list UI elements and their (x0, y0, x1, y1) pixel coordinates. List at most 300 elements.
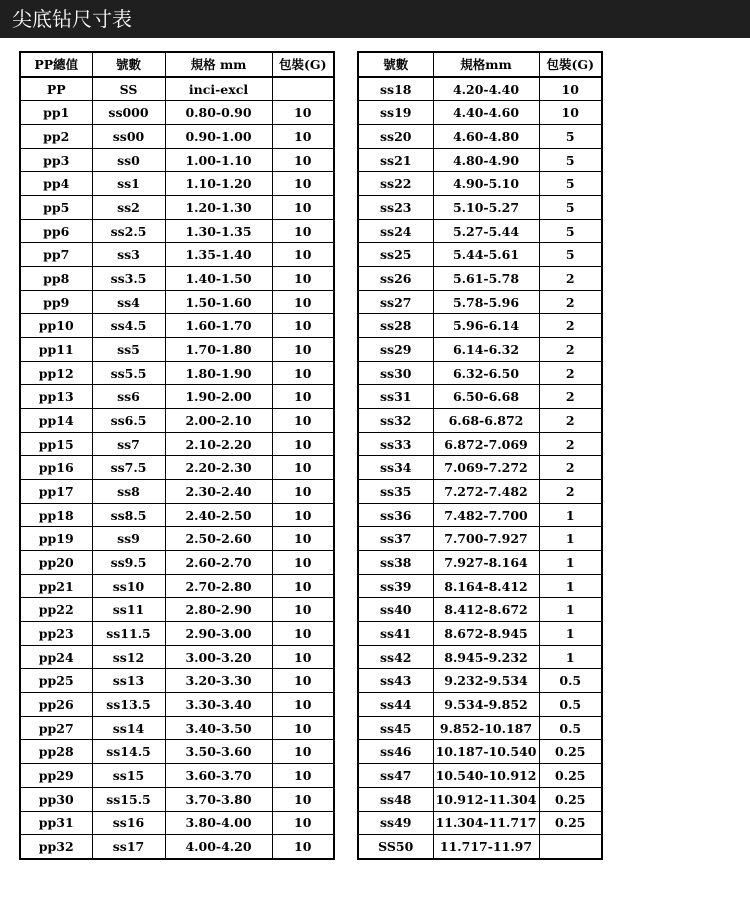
spec-mm-cell: 9.852-10.187 (433, 716, 539, 740)
ss-number-cell: ss9.5 (92, 551, 165, 575)
pp-size-cell: pp15 (20, 432, 92, 456)
spec-mm-cell: 10.187-10.540 (433, 740, 539, 764)
ss-number-cell: ss20 (358, 125, 433, 149)
package-g-cell: 10 (272, 645, 334, 669)
ss-number-cell: ss9 (92, 527, 165, 551)
table-row (20, 101, 334, 125)
package-g-cell: 2 (539, 361, 602, 385)
package-g-cell: 10 (272, 574, 334, 598)
size-table-left (19, 51, 335, 860)
spec-mm-cell: 6.872-7.069 (433, 432, 539, 456)
table-row (20, 432, 334, 456)
ss-number-cell: ss14.5 (92, 740, 165, 764)
spec-mm-cell: 3.30-3.40 (165, 693, 272, 717)
spec-mm-cell: 3.00-3.20 (165, 645, 272, 669)
spec-mm-cell: 7.482-7.700 (433, 503, 539, 527)
ss-number-cell: ss5.5 (92, 361, 165, 385)
ss-number-cell: ss25 (358, 243, 433, 267)
package-g-cell: 10 (272, 290, 334, 314)
table-row (358, 645, 602, 669)
table-row (20, 716, 334, 740)
table-row (358, 456, 602, 480)
package-g-cell: 10 (539, 77, 602, 101)
table-row (20, 693, 334, 717)
spec-mm-cell: 2.40-2.50 (165, 503, 272, 527)
table-row (358, 551, 602, 575)
pp-size-cell: pp17 (20, 480, 92, 504)
column-header-ss-number: 號數 (92, 52, 165, 77)
spec-mm-cell: inci-excl (165, 77, 272, 101)
spec-mm-cell: 2.30-2.40 (165, 480, 272, 504)
pp-size-cell: pp18 (20, 503, 92, 527)
package-g-cell: 10 (272, 172, 334, 196)
spec-mm-cell: 4.60-4.80 (433, 125, 539, 149)
table-row (20, 527, 334, 551)
table-row (20, 267, 334, 291)
package-g-cell: 10 (272, 835, 334, 859)
package-g-cell: 1 (539, 503, 602, 527)
spec-mm-cell: 1.90-2.00 (165, 385, 272, 409)
ss-number-cell: ss6.5 (92, 409, 165, 433)
ss-number-cell: ss7.5 (92, 456, 165, 480)
spec-mm-cell: 8.412-8.672 (433, 598, 539, 622)
pp-size-cell: pp28 (20, 740, 92, 764)
ss-number-cell: ss15 (92, 764, 165, 788)
package-g-cell: 0.25 (539, 811, 602, 835)
package-g-cell: 2 (539, 432, 602, 456)
table-row (358, 361, 602, 385)
ss-number-cell: ss8 (92, 480, 165, 504)
table-row (358, 574, 602, 598)
package-g-cell: 2 (539, 385, 602, 409)
package-g-cell: 10 (272, 432, 334, 456)
ss-number-cell: ss1 (92, 172, 165, 196)
table-row (20, 551, 334, 575)
ss-number-cell: ss11 (92, 598, 165, 622)
table-row (20, 574, 334, 598)
spec-mm-cell: 6.32-6.50 (433, 361, 539, 385)
table-row (20, 219, 334, 243)
table-row (20, 669, 334, 693)
package-g-cell: 2 (539, 409, 602, 433)
package-g-cell: 2 (539, 456, 602, 480)
pp-size-cell: pp31 (20, 811, 92, 835)
ss-number-cell: ss22 (358, 172, 433, 196)
spec-mm-cell: 11.717-11.97 (433, 835, 539, 859)
package-g-cell: 5 (539, 219, 602, 243)
table-row (358, 243, 602, 267)
column-header-package-g: 包裝(G) (539, 52, 602, 77)
table-row (20, 361, 334, 385)
spec-mm-cell: 3.70-3.80 (165, 787, 272, 811)
pp-size-cell: pp4 (20, 172, 92, 196)
ss-number-cell: SS50 (358, 835, 433, 859)
ss-number-cell: ss45 (358, 716, 433, 740)
package-g-cell: 10 (272, 409, 334, 433)
pp-size-cell: pp6 (20, 219, 92, 243)
table-row (358, 290, 602, 314)
title-bar (0, 0, 750, 38)
spec-mm-cell: 5.61-5.78 (433, 267, 539, 291)
spec-mm-cell: 4.90-5.10 (433, 172, 539, 196)
ss-number-cell: ss37 (358, 527, 433, 551)
spec-mm-cell: 5.44-5.61 (433, 243, 539, 267)
pp-size-cell: pp24 (20, 645, 92, 669)
spec-mm-cell: 2.00-2.10 (165, 409, 272, 433)
table-row (20, 125, 334, 149)
table-row (20, 503, 334, 527)
package-g-cell: 0.5 (539, 716, 602, 740)
header-row (358, 52, 602, 77)
ss-number-cell: ss4 (92, 290, 165, 314)
package-g-cell (272, 77, 334, 101)
pp-size-cell: pp1 (20, 101, 92, 125)
spec-mm-cell: 2.60-2.70 (165, 551, 272, 575)
ss-number-cell: ss8.5 (92, 503, 165, 527)
ss-number-cell: ss44 (358, 693, 433, 717)
ss-number-cell: ss13 (92, 669, 165, 693)
ss-number-cell: ss31 (358, 385, 433, 409)
table-row (358, 196, 602, 220)
package-g-cell: 10 (272, 456, 334, 480)
package-g-cell: 10 (272, 148, 334, 172)
table-row (358, 338, 602, 362)
pp-size-cell: pp12 (20, 361, 92, 385)
spec-mm-cell: 6.50-6.68 (433, 385, 539, 409)
table-row (20, 243, 334, 267)
spec-mm-cell: 2.90-3.00 (165, 622, 272, 646)
ss-number-cell: ss2.5 (92, 219, 165, 243)
package-g-cell: 5 (539, 125, 602, 149)
ss-number-cell: ss41 (358, 622, 433, 646)
spec-mm-cell: 4.00-4.20 (165, 835, 272, 859)
ss-number-cell: ss000 (92, 101, 165, 125)
ss-number-cell: ss33 (358, 432, 433, 456)
spec-mm-cell: 1.00-1.10 (165, 148, 272, 172)
size-table-right (357, 51, 603, 860)
ss-number-cell: ss21 (358, 148, 433, 172)
table-row (20, 456, 334, 480)
spec-mm-cell: 1.80-1.90 (165, 361, 272, 385)
table-row (358, 811, 602, 835)
package-g-cell: 5 (539, 196, 602, 220)
table-row (20, 480, 334, 504)
spec-mm-cell: 8.672-8.945 (433, 622, 539, 646)
spec-mm-cell: 7.069-7.272 (433, 456, 539, 480)
ss-number-cell: ss15.5 (92, 787, 165, 811)
table-row (20, 196, 334, 220)
package-g-cell: 10 (272, 338, 334, 362)
pp-size-cell: pp26 (20, 693, 92, 717)
package-g-cell: 10 (539, 101, 602, 125)
package-g-cell: 10 (272, 480, 334, 504)
spec-mm-cell: 5.27-5.44 (433, 219, 539, 243)
spec-mm-cell: 8.945-9.232 (433, 645, 539, 669)
ss-number-cell: ss2 (92, 196, 165, 220)
table-row (20, 787, 334, 811)
ss-number-cell: ss6 (92, 385, 165, 409)
package-g-cell: 2 (539, 314, 602, 338)
package-g-cell: 0.25 (539, 787, 602, 811)
table-row (358, 622, 602, 646)
table-row (358, 835, 602, 859)
table-row (20, 338, 334, 362)
package-g-cell: 1 (539, 574, 602, 598)
table-row (20, 77, 334, 101)
package-g-cell: 10 (272, 219, 334, 243)
package-g-cell: 1 (539, 622, 602, 646)
table-row (358, 764, 602, 788)
spec-mm-cell: 1.35-1.40 (165, 243, 272, 267)
column-header-ss-number: 號數 (358, 52, 433, 77)
pp-size-cell: pp20 (20, 551, 92, 575)
package-g-cell: 10 (272, 787, 334, 811)
package-g-cell: 5 (539, 148, 602, 172)
package-g-cell: 1 (539, 645, 602, 669)
table-row (358, 148, 602, 172)
package-g-cell: 10 (272, 527, 334, 551)
table-row (358, 409, 602, 433)
ss-number-cell: ss39 (358, 574, 433, 598)
spec-mm-cell: 1.20-1.30 (165, 196, 272, 220)
package-g-cell: 0.25 (539, 764, 602, 788)
package-g-cell: 10 (272, 551, 334, 575)
ss-number-cell: ss36 (358, 503, 433, 527)
package-g-cell (539, 835, 602, 859)
pp-size-cell: pp3 (20, 148, 92, 172)
spec-mm-cell: 1.30-1.35 (165, 219, 272, 243)
table-row (358, 669, 602, 693)
table-row (358, 503, 602, 527)
pp-size-cell: pp21 (20, 574, 92, 598)
package-g-cell: 2 (539, 338, 602, 362)
ss-number-cell: ss38 (358, 551, 433, 575)
ss-number-cell: ss16 (92, 811, 165, 835)
package-g-cell: 10 (272, 196, 334, 220)
spec-mm-cell: 4.80-4.90 (433, 148, 539, 172)
spec-mm-cell: 3.20-3.30 (165, 669, 272, 693)
table-row (358, 480, 602, 504)
pp-size-cell: pp22 (20, 598, 92, 622)
pp-size-cell: pp9 (20, 290, 92, 314)
pp-size-cell: pp29 (20, 764, 92, 788)
package-g-cell: 2 (539, 267, 602, 291)
spec-mm-cell: 2.50-2.60 (165, 527, 272, 551)
package-g-cell: 2 (539, 290, 602, 314)
package-g-cell: 10 (272, 243, 334, 267)
spec-mm-cell: 3.40-3.50 (165, 716, 272, 740)
pp-size-cell: pp14 (20, 409, 92, 433)
package-g-cell: 0.25 (539, 740, 602, 764)
ss-number-cell: ss49 (358, 811, 433, 835)
spec-mm-cell: 7.927-8.164 (433, 551, 539, 575)
ss-number-cell: ss0 (92, 148, 165, 172)
pp-size-cell: pp7 (20, 243, 92, 267)
ss-number-cell: ss43 (358, 669, 433, 693)
table-row (358, 314, 602, 338)
table-row (20, 740, 334, 764)
pp-size-cell: pp11 (20, 338, 92, 362)
ss-number-cell: ss35 (358, 480, 433, 504)
ss-number-cell: ss46 (358, 740, 433, 764)
table-row (358, 787, 602, 811)
spec-mm-cell: 1.50-1.60 (165, 290, 272, 314)
package-g-cell: 10 (272, 385, 334, 409)
ss-number-cell: ss00 (92, 125, 165, 149)
ss-number-cell: ss19 (358, 101, 433, 125)
spec-mm-cell: 7.272-7.482 (433, 480, 539, 504)
ss-number-cell: ss24 (358, 219, 433, 243)
package-g-cell: 10 (272, 101, 334, 125)
table-row (358, 172, 602, 196)
table-row (358, 598, 602, 622)
table-row (20, 835, 334, 859)
ss-number-cell: ss7 (92, 432, 165, 456)
package-g-cell: 10 (272, 693, 334, 717)
table-row (20, 622, 334, 646)
package-g-cell: 10 (272, 716, 334, 740)
spec-mm-cell: 5.96-6.14 (433, 314, 539, 338)
table-row (358, 527, 602, 551)
ss-number-cell: ss48 (358, 787, 433, 811)
package-g-cell: 10 (272, 740, 334, 764)
pp-size-cell: pp32 (20, 835, 92, 859)
ss-number-cell: ss47 (358, 764, 433, 788)
spec-mm-cell: 1.40-1.50 (165, 267, 272, 291)
ss-number-cell: ss42 (358, 645, 433, 669)
package-g-cell: 10 (272, 267, 334, 291)
ss-number-cell: ss40 (358, 598, 433, 622)
spec-mm-cell: 3.60-3.70 (165, 764, 272, 788)
spec-mm-cell: 6.14-6.32 (433, 338, 539, 362)
pp-size-cell: pp19 (20, 527, 92, 551)
table-row (20, 598, 334, 622)
table-row (358, 101, 602, 125)
package-g-cell: 10 (272, 361, 334, 385)
pp-size-cell: pp2 (20, 125, 92, 149)
ss-number-cell: ss10 (92, 574, 165, 598)
package-g-cell: 1 (539, 527, 602, 551)
pp-size-cell: pp5 (20, 196, 92, 220)
table-row (358, 740, 602, 764)
ss-number-cell: ss26 (358, 267, 433, 291)
table-row (358, 693, 602, 717)
ss-number-cell: ss17 (92, 835, 165, 859)
table-row (20, 811, 334, 835)
ss-number-cell: ss23 (358, 196, 433, 220)
spec-mm-cell: 9.534-9.852 (433, 693, 539, 717)
table-row (358, 77, 602, 101)
spec-mm-cell: 1.70-1.80 (165, 338, 272, 362)
ss-number-cell: ss3 (92, 243, 165, 267)
column-header-pp-size: PP總值 (20, 52, 92, 77)
ss-number-cell: ss3.5 (92, 267, 165, 291)
table-row (358, 125, 602, 149)
spec-mm-cell: 0.90-1.00 (165, 125, 272, 149)
package-g-cell: 10 (272, 125, 334, 149)
package-g-cell: 10 (272, 622, 334, 646)
table-row (20, 764, 334, 788)
header-row (20, 52, 334, 77)
column-header-package-g: 包裝(G) (272, 52, 334, 77)
ss-number-cell: ss11.5 (92, 622, 165, 646)
spec-mm-cell: 10.912-11.304 (433, 787, 539, 811)
table-row (20, 148, 334, 172)
ss-number-cell: ss18 (358, 77, 433, 101)
spec-mm-cell: 5.78-5.96 (433, 290, 539, 314)
package-g-cell: 0.5 (539, 669, 602, 693)
package-g-cell: 10 (272, 669, 334, 693)
table-row (20, 409, 334, 433)
ss-number-cell: ss30 (358, 361, 433, 385)
spec-mm-cell: 2.80-2.90 (165, 598, 272, 622)
ss-number-cell: ss12 (92, 645, 165, 669)
ss-number-cell: ss32 (358, 409, 433, 433)
table-row (20, 172, 334, 196)
package-g-cell: 10 (272, 314, 334, 338)
spec-mm-cell: 6.68-6.872 (433, 409, 539, 433)
package-g-cell: 0.5 (539, 693, 602, 717)
spec-mm-cell: 7.700-7.927 (433, 527, 539, 551)
spec-mm-cell: 2.70-2.80 (165, 574, 272, 598)
pp-size-cell: pp23 (20, 622, 92, 646)
table-row (20, 314, 334, 338)
table-row (358, 716, 602, 740)
ss-number-cell: ss4.5 (92, 314, 165, 338)
spec-mm-cell: 3.80-4.00 (165, 811, 272, 835)
column-header-spec-mm: 規格 mm (165, 52, 272, 77)
package-g-cell: 10 (272, 503, 334, 527)
table-row (358, 432, 602, 456)
pp-size-cell: PP (20, 77, 92, 101)
package-g-cell: 1 (539, 598, 602, 622)
ss-number-cell: SS (92, 77, 165, 101)
spec-mm-cell: 2.10-2.20 (165, 432, 272, 456)
table-row (20, 645, 334, 669)
spec-mm-cell: 10.540-10.912 (433, 764, 539, 788)
spec-mm-cell: 9.232-9.534 (433, 669, 539, 693)
spec-mm-cell: 8.164-8.412 (433, 574, 539, 598)
column-header-spec-mm: 規格mm (433, 52, 539, 77)
pp-size-cell: pp27 (20, 716, 92, 740)
ss-number-cell: ss13.5 (92, 693, 165, 717)
ss-number-cell: ss27 (358, 290, 433, 314)
spec-mm-cell: 4.20-4.40 (433, 77, 539, 101)
pp-size-cell: pp25 (20, 669, 92, 693)
pp-size-cell: pp8 (20, 267, 92, 291)
pp-size-cell: pp13 (20, 385, 92, 409)
ss-number-cell: ss29 (358, 338, 433, 362)
spec-mm-cell: 5.10-5.27 (433, 196, 539, 220)
spec-mm-cell: 1.60-1.70 (165, 314, 272, 338)
package-g-cell: 10 (272, 598, 334, 622)
table-row (20, 290, 334, 314)
spec-mm-cell: 2.20-2.30 (165, 456, 272, 480)
ss-number-cell: ss14 (92, 716, 165, 740)
table-row (358, 219, 602, 243)
ss-number-cell: ss34 (358, 456, 433, 480)
table-row (358, 267, 602, 291)
spec-mm-cell: 3.50-3.60 (165, 740, 272, 764)
table-row (20, 385, 334, 409)
package-g-cell: 1 (539, 551, 602, 575)
pp-size-cell: pp16 (20, 456, 92, 480)
ss-number-cell: ss28 (358, 314, 433, 338)
pp-size-cell: pp10 (20, 314, 92, 338)
package-g-cell: 10 (272, 811, 334, 835)
table-row (358, 385, 602, 409)
spec-mm-cell: 11.304-11.717 (433, 811, 539, 835)
